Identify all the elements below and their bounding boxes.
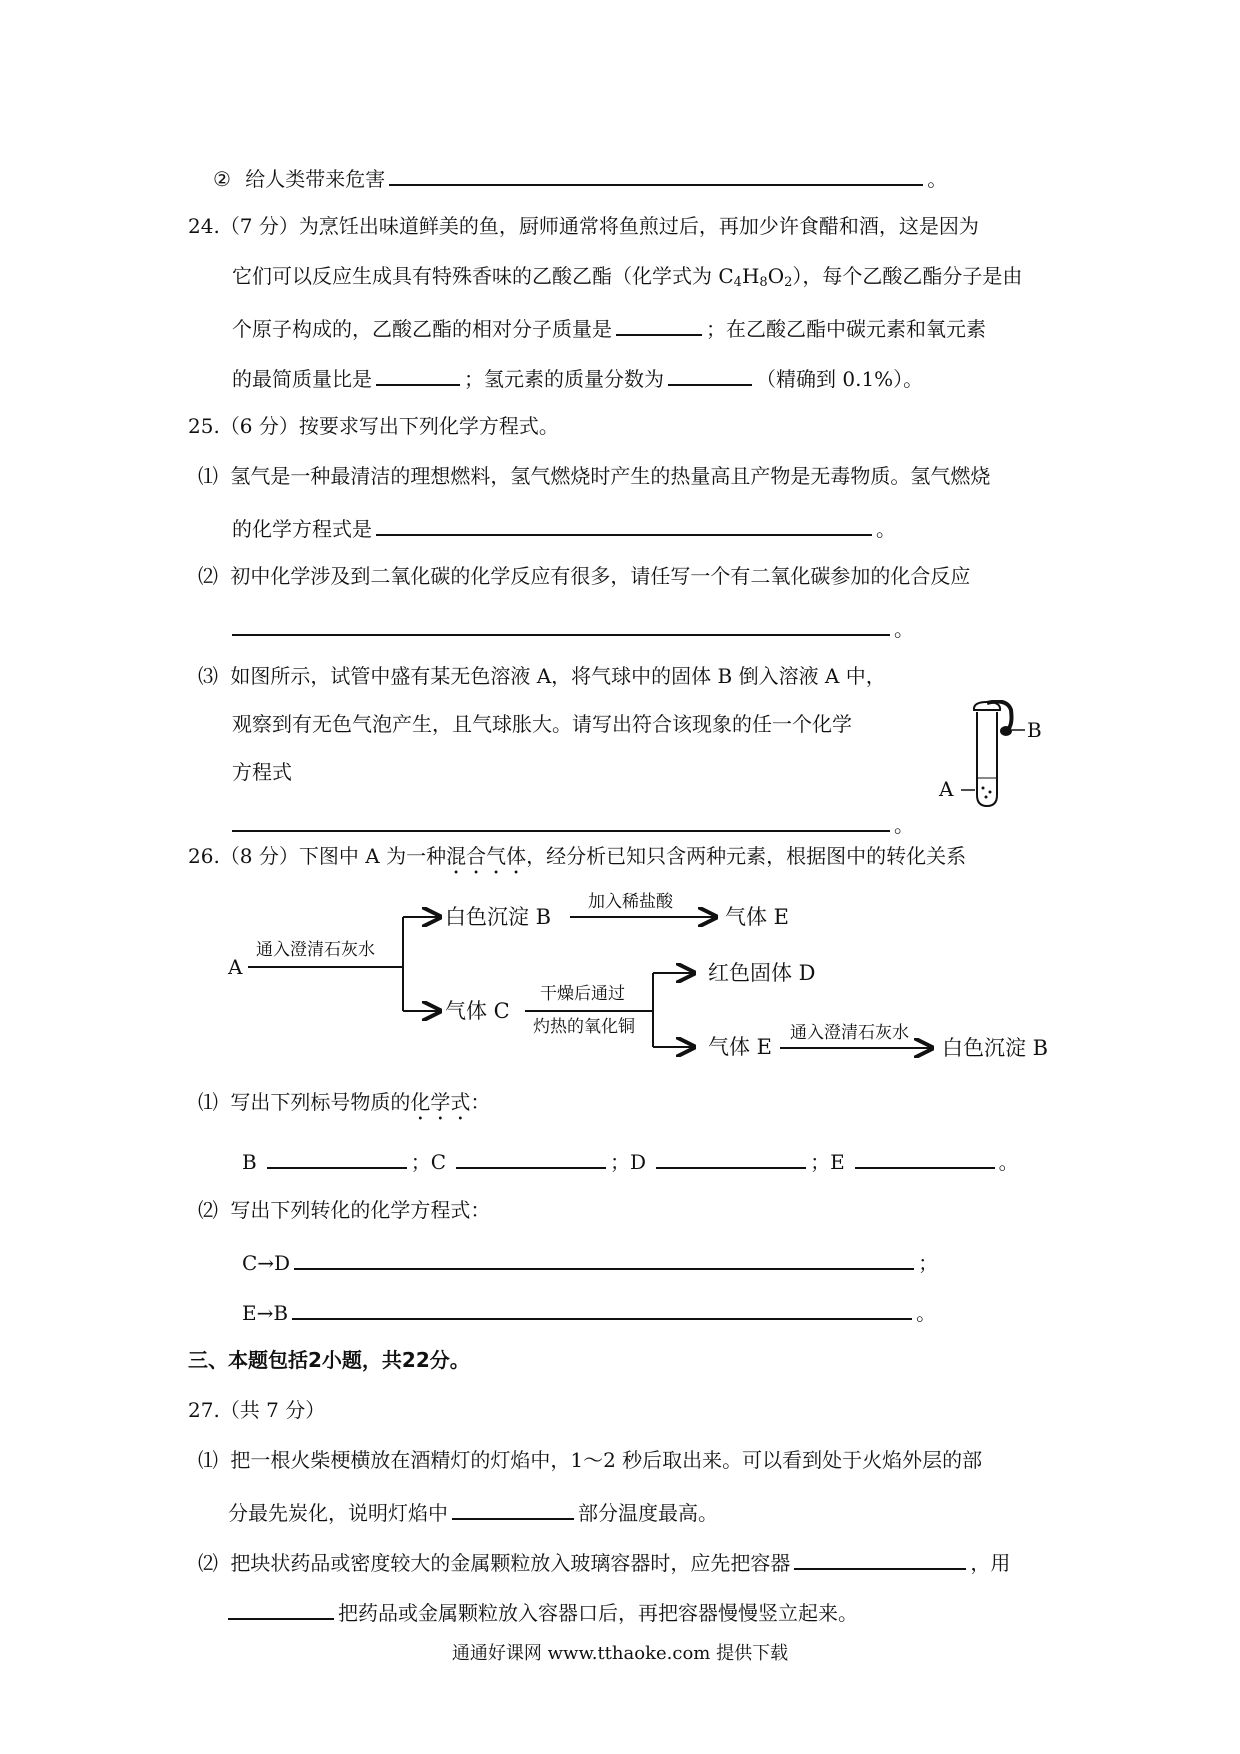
- q26-p1-num: ⑴: [198, 1090, 218, 1114]
- q26-cd-blank[interactable]: [294, 1246, 914, 1270]
- q26-label-c: C: [430, 1150, 447, 1174]
- q26-p2: [198, 1196, 490, 1224]
- node-b1: 白色沉淀 B: [445, 905, 552, 929]
- q26-flow-diagram: [220, 885, 1080, 1070]
- q26-label-d: D: [630, 1150, 647, 1174]
- q26-sep-1: ；: [410, 1150, 431, 1174]
- q24-formula-o: O: [767, 264, 785, 288]
- q23-item2: [213, 162, 947, 193]
- q24-line1-text: 为烹饪出味道鲜美的鱼，厨师通常将鱼煎过后，再加少许食醋和酒，这是因为: [298, 214, 979, 238]
- q26-eb-label: E→B: [242, 1301, 289, 1325]
- q25-p2-num: ⑵: [198, 564, 218, 588]
- q25-p1-line2-text: 的化学方程式是: [232, 517, 372, 541]
- q25-p3-line1: [198, 662, 886, 690]
- q23-item2-num: ②: [213, 167, 231, 191]
- q26-cd-line: [242, 1246, 938, 1277]
- test-tube-figure: [925, 700, 1065, 810]
- q27-title: [188, 1396, 325, 1424]
- q26-label-b: B: [242, 1150, 257, 1174]
- q27-p2-line1-b: ，用: [970, 1551, 1011, 1575]
- q26-sep-3: ；: [810, 1150, 831, 1174]
- q27-p1-line2: [228, 1496, 718, 1527]
- q27-num: 27.: [188, 1398, 220, 1422]
- arrow-a-label: 通入澄清石灰水: [256, 940, 375, 960]
- q26-formula-blanks: [242, 1145, 1019, 1176]
- q26-p1: [198, 1088, 490, 1125]
- q26-intro-emphasis: 混合气体: [446, 844, 527, 868]
- test-tube-icon: [974, 702, 1000, 806]
- q24-line4-c: （精确到 0.1%）。: [756, 367, 924, 391]
- arrow-b-label: 加入稀盐酸: [588, 892, 673, 912]
- q27-p2-num: ⑵: [198, 1551, 218, 1575]
- q26-blank-c[interactable]: [456, 1145, 606, 1169]
- q25-p3-line4: [228, 808, 914, 839]
- q27-p2-line1: [198, 1546, 1010, 1577]
- q26-p1-a: 写出下列标号物质的: [230, 1090, 411, 1114]
- q25-p1-num: ⑴: [198, 464, 218, 488]
- q26-num: 26.: [188, 844, 220, 868]
- q24-line4-a: 的最简质量比是: [232, 367, 372, 391]
- q24-formula-sub2: 8: [759, 275, 768, 290]
- q24-formula-sub1: 4: [733, 275, 742, 290]
- q27-p1-blank[interactable]: [452, 1496, 574, 1520]
- q24-formula-h: H: [741, 264, 760, 288]
- q23-item2-end: 。: [927, 167, 948, 191]
- q24-line2: [232, 262, 1022, 297]
- q26-p2-text: 写出下列转化的化学方程式：: [230, 1198, 491, 1222]
- q27-p2-blank-2[interactable]: [228, 1596, 334, 1620]
- q25-p3-end: 。: [894, 813, 914, 837]
- q26-blanks-end: 。: [998, 1150, 1019, 1174]
- q25-score: （6 分）: [219, 414, 299, 438]
- node-d: 红色固体 D: [708, 961, 816, 985]
- q24-line3-a: 个原子构成的，乙酸乙酯的相对分子质量是: [232, 317, 612, 341]
- node-c: 气体 C: [445, 999, 510, 1023]
- q24-line4-b: ；氢元素的质量分数为: [464, 367, 664, 391]
- q24-line2-b: ），每个乙酸乙酯分子是由: [792, 264, 1023, 288]
- q23-item2-text: 给人类带来危害: [245, 167, 386, 191]
- q27-p1-num: ⑴: [198, 1448, 218, 1472]
- q27-p2-line2: [228, 1596, 858, 1627]
- q24-mass-fraction-blank[interactable]: [668, 362, 752, 386]
- q27-p1-line2-a: 分最先炭化，说明灯焰中: [228, 1501, 448, 1525]
- q25-p2-end: 。: [894, 617, 914, 641]
- q26-eb-blank[interactable]: [292, 1296, 912, 1320]
- q24-score: （7 分）: [219, 214, 299, 238]
- q25-p3-line3: 方程式: [232, 760, 292, 784]
- q25-p2-line2: [228, 612, 914, 643]
- q25-p2-blank[interactable]: [232, 612, 890, 636]
- q24-line2-a: 它们可以反应生成具有特殊香味的乙酸乙酯（化学式为 C: [232, 264, 734, 288]
- q25-p3-num: ⑶: [198, 664, 218, 688]
- node-b2: 白色沉淀 B: [942, 1036, 1049, 1060]
- q24-formula-sub3: 2: [784, 275, 793, 290]
- q26-cd-end: ；: [918, 1251, 939, 1275]
- q25-p3-line1-text: 如图所示，试管中盛有某无色溶液 A，将气球中的固体 B 倒入溶液 A 中，: [230, 664, 886, 688]
- q27-p1-line1-text: 把一根火柴梗横放在酒精灯的灯焰中，1～2 秒后取出来。可以看到处于火焰外层的部: [230, 1448, 983, 1472]
- q27-p2-line1-a: 把块状药品或密度较大的金属颗粒放入玻璃容器时，应先把容器: [230, 1551, 791, 1575]
- q23-item2-blank[interactable]: [389, 162, 923, 186]
- fig-label-b: B: [1027, 718, 1042, 742]
- q26-p1-b: ：: [470, 1090, 491, 1114]
- q25-p2-line1: [198, 562, 970, 590]
- q27-score: （共 7 分）: [219, 1398, 326, 1422]
- q26-p1-emphasis: 化学式: [410, 1090, 471, 1114]
- q25-p3-line2: 观察到有无色气泡产生，且气球胀大。请写出符合该现象的任一个化学: [232, 712, 852, 736]
- q25-p3-blank[interactable]: [232, 808, 890, 832]
- node-e1: 气体 E: [725, 905, 790, 929]
- q26-eb-line: [242, 1296, 936, 1327]
- q25-p1-line1: [198, 462, 990, 490]
- q25-p1-line2: [232, 512, 896, 543]
- q24-line1: [188, 212, 979, 240]
- q26-blank-b[interactable]: [267, 1145, 407, 1169]
- section3-title: 三、本题包括2小题，共22分。: [188, 1348, 470, 1372]
- fig-label-a: A: [939, 777, 954, 801]
- q26-score: （8 分）: [219, 844, 299, 868]
- arrow-c-label-1: 干燥后通过: [540, 984, 625, 1004]
- q25-p2-line1-text: 初中化学涉及到二氧化碳的化学反应有很多，请任写一个有二氧化碳参加的化合反应: [230, 564, 971, 588]
- q26-sep-2: ；: [610, 1150, 631, 1174]
- q27-p2-blank-1[interactable]: [794, 1546, 966, 1570]
- q24-line4: [232, 362, 923, 393]
- q27-p1-line2-b: 部分温度最高。: [578, 1501, 718, 1525]
- q27-p1-line1: [198, 1446, 982, 1474]
- q25-title-text: 按要求写出下列化学方程式。: [298, 414, 559, 438]
- q26-blank-d[interactable]: [656, 1145, 806, 1169]
- q24-num: 24.: [188, 214, 220, 238]
- q24-line3: [232, 312, 986, 343]
- q26-blank-e[interactable]: [855, 1145, 995, 1169]
- q27-p2-line2-text: 把药品或金属颗粒放入容器口后，再把容器慢慢竖立起来。: [338, 1601, 858, 1625]
- q25-title: [188, 412, 559, 440]
- q26-intro: [188, 842, 966, 879]
- q26-cd-label: C→D: [242, 1251, 291, 1275]
- q26-label-e: E: [830, 1150, 845, 1174]
- arrow-e-label: 通入澄清石灰水: [790, 1023, 909, 1043]
- arrow-c-label-2: 灼热的氧化铜: [533, 1017, 635, 1037]
- q24-molar-mass-blank[interactable]: [616, 312, 702, 336]
- q26-intro-b: ，经分析已知只含两种元素，根据图中的转化关系: [526, 844, 967, 868]
- q25-p1-end: 。: [876, 517, 896, 541]
- q26-p2-num: ⑵: [198, 1198, 218, 1222]
- page-footer: 通通好课网 www.tthaoke.com 提供下载: [451, 1643, 789, 1664]
- q24-mass-ratio-blank[interactable]: [376, 362, 460, 386]
- node-e2: 气体 E: [708, 1035, 773, 1059]
- node-a: A: [228, 955, 243, 979]
- q26-intro-a: 下图中 A 为一种: [298, 844, 447, 868]
- q26-eb-end: 。: [916, 1301, 937, 1325]
- q24-line3-b: ；在乙酸乙酯中碳元素和氧元素: [706, 317, 986, 341]
- q25-p1-line1-text: 氢气是一种最清洁的理想燃料，氢气燃烧时产生的热量高且产物是无毒物质。氢气燃烧: [230, 464, 991, 488]
- q25-num: 25.: [188, 414, 220, 438]
- q25-p1-blank[interactable]: [376, 512, 872, 536]
